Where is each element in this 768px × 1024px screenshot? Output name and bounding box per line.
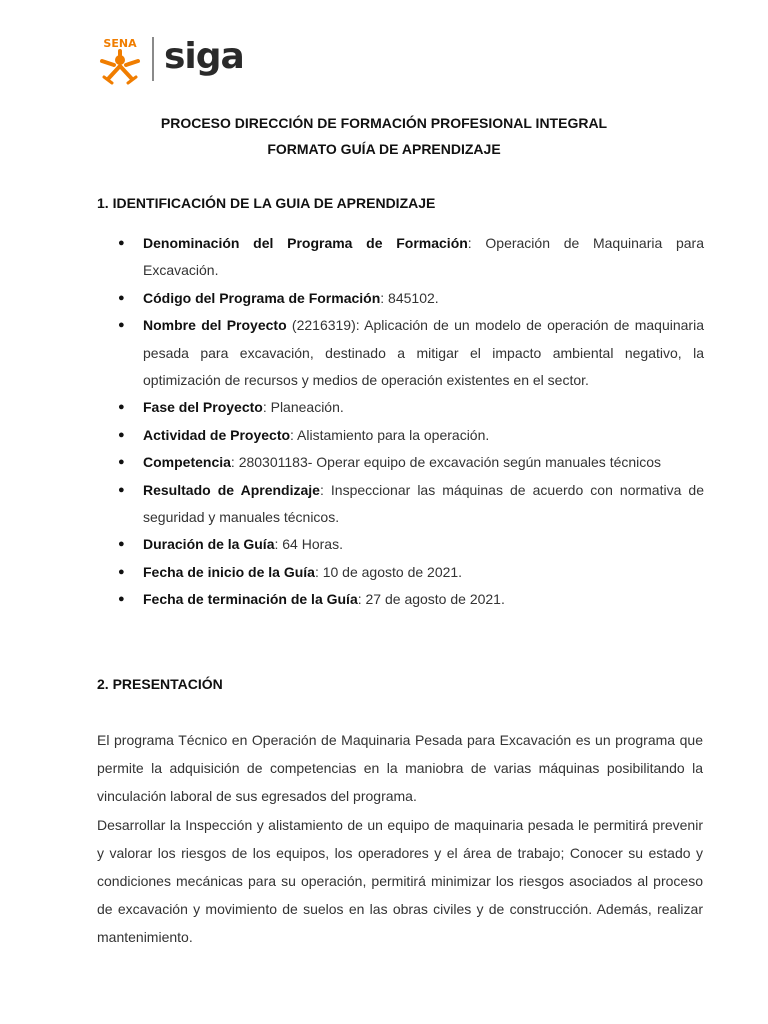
item-label: Fecha de inicio de la Guía <box>143 563 315 580</box>
logo-divider <box>152 37 154 81</box>
presentation-paragraph-2: Desarrollar la Inspección y alistamiento de un equipo de maquinaria pesada le permitirá prevenir y valorar los riesgos de los equipos, los operadores y el área de trabajo; Conocer su estado y condiciones mecánicas para su operación, permitirá minimizar los riesgos asociados al proceso de excavación y movimiento de suelos en las obras civiles y de construcción. Además, realizar mantenimiento. <box>97 816 703 946</box>
document-header-line1: PROCESO DIRECCIÓN DE FORMACIÓN PROFESIONAL INTEGRAL <box>160 115 608 131</box>
sena-logo-text: SENA <box>103 37 137 50</box>
item-value: : Alistamiento para la operación. <box>290 426 490 443</box>
bullet-icon: ● <box>118 401 125 414</box>
list-item <box>118 449 704 476</box>
item-value: (2216319): Aplicación de un modelo de operación de maquinaria pesada para excavación, destinado a mitigar el impacto ambiental negativo, la optimización de recursos y medios de operación existentes en el sector. <box>143 317 704 389</box>
bullet-icon: ● <box>118 483 125 496</box>
item-label: Nombre del Proyecto <box>143 317 287 334</box>
bullet-icon: ● <box>118 565 125 578</box>
siga-logo-text: siga <box>164 36 244 77</box>
list-item <box>118 559 704 586</box>
sena-logo-icon <box>94 33 146 85</box>
item-label: Fase del Proyecto <box>143 399 263 416</box>
item-value: : 27 de agosto de 2021. <box>357 591 505 608</box>
list-item <box>118 531 704 558</box>
bullet-icon: ● <box>118 538 125 551</box>
document-header-line2: FORMATO GUÍA DE APRENDIZAJE <box>267 141 501 157</box>
item-label: Denominación del Programa de Formación <box>143 235 468 251</box>
list-item <box>118 477 704 532</box>
list-item <box>118 312 704 394</box>
item-value: : Inspeccionar las máquinas de acuerdo con normativa de seguridad y manuales técnicos. <box>143 481 705 526</box>
bullet-icon: ● <box>118 593 125 606</box>
bullet-icon: ● <box>118 319 125 332</box>
item-value: : 280301183- Operar equipo de excavación según manuales técnicos <box>230 454 662 471</box>
item-value: : Operación de Maquinaria para Excavación. <box>143 235 704 279</box>
identification-list <box>118 230 704 614</box>
item-value: : 64 Horas. <box>274 536 343 553</box>
item-value: : Planeación. <box>262 399 344 416</box>
item-label: Competencia <box>143 454 231 471</box>
presentation-body <box>97 726 703 952</box>
header-logos <box>94 32 244 86</box>
item-label: Código del Programa de Formación <box>143 289 381 306</box>
list-item <box>118 422 704 449</box>
item-value: : 845102. <box>380 289 439 306</box>
item-value: : 10 de agosto de 2021. <box>314 563 463 580</box>
item-label: Actividad de Proyecto <box>143 426 291 443</box>
item-label: Fecha de terminación de la Guía <box>143 591 358 608</box>
bullet-icon: ● <box>118 428 125 441</box>
section-title-identificacion: 1. IDENTIFICACIÓN DE LA GUIA DE APRENDIZAJE <box>97 195 436 211</box>
item-label: Resultado de Aprendizaje <box>143 481 320 498</box>
list-item <box>118 586 704 613</box>
list-item <box>118 285 704 312</box>
section-title-presentacion: 2. PRESENTACIÓN <box>97 676 223 692</box>
bullet-icon: ● <box>118 237 125 249</box>
list-item <box>118 230 704 285</box>
list-item <box>118 394 704 421</box>
bullet-icon: ● <box>118 456 125 469</box>
bullet-icon: ● <box>118 291 125 304</box>
presentation-paragraph-1: El programa Técnico en Operación de Maquinaria Pesada para Excavación es un programa que permite la adquisición de competencias en la maniobra de varias máquinas posibilitando la vinculación laboral de sus egresados del programa. <box>97 732 703 805</box>
item-label: Duración de la Guía <box>143 536 275 553</box>
